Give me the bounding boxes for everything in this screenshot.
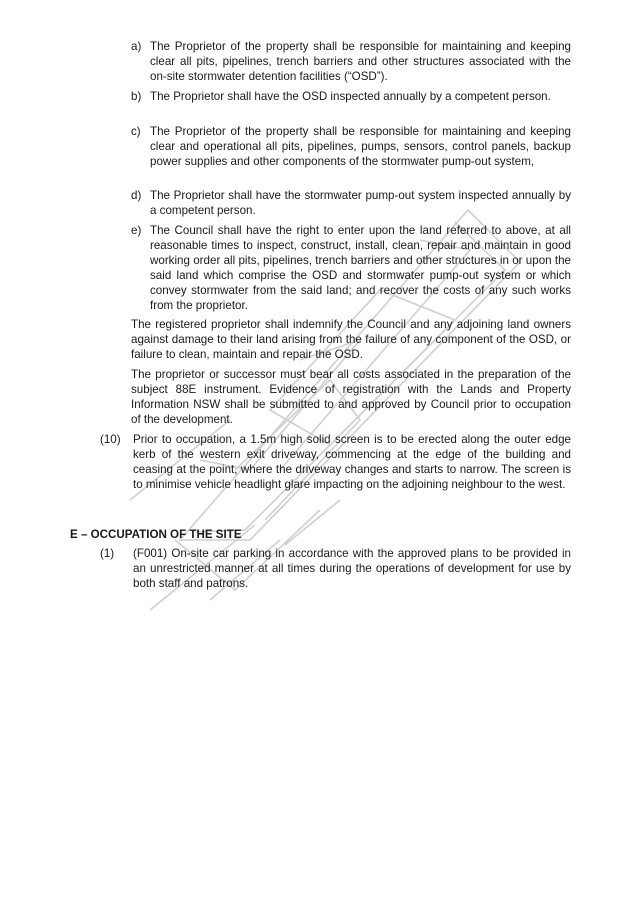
list-item-e — [131, 223, 571, 313]
list-text: The Proprietor of the property shall be responsible for maintaining and keeping clear and operational all pits, pipelines, pumps, sensors, control panels, backup power supplies and other components of the stormwater pump-out system, — [150, 125, 571, 168]
condition-1 — [100, 546, 571, 592]
condition-number: (1) — [100, 547, 115, 560]
list-text: The Proprietor shall have the OSD inspected annually by a competent person. — [150, 90, 551, 103]
list-item-c — [131, 124, 571, 184]
list-text: The Proprietor shall have the stormwater pump-out system inspected annually by a competent person. — [150, 189, 571, 217]
list-item-b — [131, 89, 571, 119]
list-marker: d) — [131, 189, 142, 202]
indemnify-paragraph: The registered proprietor shall indemnify the Council and any adjoining land owners against damage to their land arising from the failure of any component of the OSD, or failure to clean, maintain and repair the OSD. — [131, 318, 571, 361]
list-marker: e) — [131, 224, 142, 237]
costs-paragraph: The proprietor or successor must bear all costs associated in the preparation of the subject 88E instrument. Evidence of registration with the Lands and Property Information NSW shall be submitted to and approved by Council prior to occupation of the development. — [131, 368, 571, 426]
condition-text: (F001) On-site car parking in accordance with the approved plans to be provided in an unrestricted manner at all times during the operations of development for use by both staff and patrons. — [133, 547, 571, 590]
list-text: The Council shall have the right to enter upon the land referred to above, at all reasonable times to inspect, construct, install, clean, repair and maintain in good working order all pits, pipelines, trench barriers and other structures in or upon the said land which comprise the OSD and stormwater pump-out system or which convey stormwater from the said land; and recover the costs of any such works from the proprietor. — [150, 224, 571, 312]
condition-number: (10) — [100, 433, 121, 446]
list-marker: c) — [131, 125, 141, 138]
list-item-d — [131, 188, 571, 218]
list-item-a — [131, 39, 571, 85]
section-heading: E – OCCUPATION OF THE SITE — [70, 528, 242, 541]
list-marker: b) — [131, 90, 142, 103]
list-text: The Proprietor of the property shall be responsible for maintaining and keeping clear all pits, pipelines, trench barriers and other structures associated with the on-site stormwater detention facilities (“OSD”). — [150, 40, 571, 83]
list-marker: a) — [131, 40, 142, 53]
condition-text: Prior to occupation, a 1.5m high solid screen is to be erected along the outer edge kerb of the western exit driveway, commencing at the edge of the building and ceasing at the point, where the driveway changes and starts to narrow. The screen is to minimise vehicle headlight glare impacting on the adjoining neighbour to the west. — [133, 433, 571, 491]
condition-10 — [100, 432, 571, 507]
